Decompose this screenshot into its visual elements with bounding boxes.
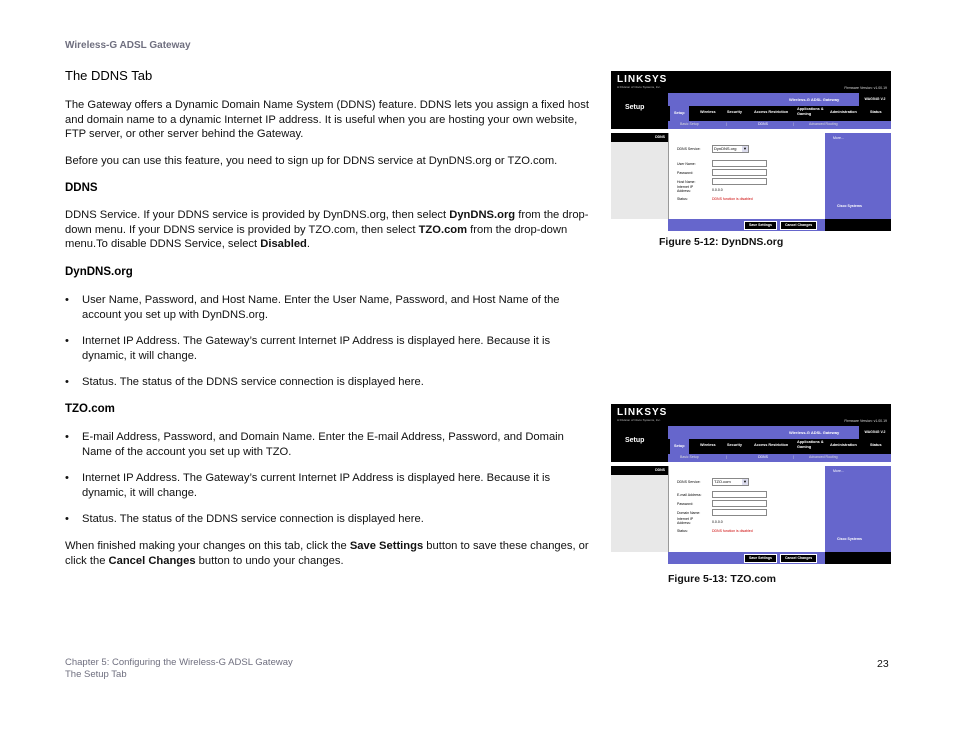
tab-access-restriction[interactable]: Access Restriction <box>754 110 789 114</box>
figure-caption-dyndns: Figure 5-12: DynDNS.org <box>659 236 784 248</box>
figure-tzo-screenshot: LINKSYS A Division of Cisco Systems, Inc. Firmware Version: v1.00.19 Setup Wireless-G ADSL Gateway WAG54G V.2 Setup Wireless Security Access Restriction Applications & Gaming Administration Status Basic Setup | DDNS | Advanced Routing DDNS More... Cisco Systems DDNS Service: TZO.com ▼ E-mail Address: Password: Domain Name: Internet IP Address: 0.0.0.0 Status: DDNS function is disabled Save Settings Cancel Changes <box>611 404 891 564</box>
cancel-changes-button[interactable]: Cancel Changes <box>780 221 817 230</box>
intro-paragraph: The Gateway offers a Dynamic Domain Name System (DDNS) feature. DDNS lets you assign a fixed host and domain name to a dynamic Internet IP address. It is useful when you are hosting your own website, FTP server, or other server behind the Gateway. <box>65 99 589 141</box>
signup-paragraph: Before you can use this feature, you need to sign up for DDNS service at DynDNS.org or TZO.com. <box>65 155 558 167</box>
subtab-advanced-routing[interactable]: Advanced Routing <box>809 122 838 126</box>
nav-title: Setup <box>625 437 645 444</box>
tab-setup[interactable]: Setup <box>670 106 689 121</box>
ddns-heading: DDNS <box>65 182 98 194</box>
cisco-logo: Cisco Systems <box>837 204 862 208</box>
password-input[interactable] <box>712 500 767 507</box>
tab-security[interactable]: Security <box>727 110 742 114</box>
closing-paragraph: When finished making your changes on this tab, click the Save Settings button to save these changes, or click the Cancel Changes button to undo your changes. <box>65 540 589 567</box>
save-settings-button[interactable]: Save Settings <box>744 221 777 230</box>
figure-caption-tzo: Figure 5-13: TZO.com <box>668 573 776 585</box>
status-value: DDNS function is disabled <box>712 197 753 201</box>
domain-name-input[interactable] <box>712 509 767 516</box>
tab-access-restriction[interactable]: Access Restriction <box>754 443 789 447</box>
ddns-service-paragraph: DDNS Service. If your DDNS service is provided by DynDNS.org, then select DynDNS.org from the drop-down menu. If your DDNS service is provided by TZO.com, then select TZO.com from the drop-down menu.To disable DDNS Service, select Disabled. <box>65 209 589 251</box>
nav-title: Setup <box>625 104 645 111</box>
chevron-down-icon: ▼ <box>743 479 747 484</box>
tzo-heading: TZO.com <box>65 403 115 415</box>
linksys-logo: LINKSYS <box>617 74 668 85</box>
internet-ip-value: 0.0.0.0 <box>712 188 723 192</box>
password-input[interactable] <box>712 169 767 176</box>
tab-administration[interactable]: Administration <box>830 110 857 114</box>
tab-wireless[interactable]: Wireless <box>700 443 716 447</box>
running-header: Wireless-G ADSL Gateway <box>65 40 191 51</box>
subtab-ddns[interactable]: DDNS <box>758 455 768 459</box>
figure-dyndns-screenshot: LINKSYS A Division of Cisco Systems, Inc. Firmware Version: v1.00.19 Setup Wireless-G ADSL Gateway WAG54G V.2 Setup Wireless Security Access Restriction Applications & Gaming Administration Status Basic Setup | DDNS | Advanced Routing DDNS More... Cisco Systems DDNS Service: DynDNS.org ▼ User Name: Password: Host Name: Internet IP Address: 0.0.0.0 Status: DDNS function is disabled Save Settings Cancel Changes <box>611 71 891 231</box>
ddns-service-select[interactable]: TZO.com ▼ <box>712 478 749 486</box>
footer-section: The Setup Tab <box>65 669 127 680</box>
tab-setup[interactable]: Setup <box>670 439 689 454</box>
tab-applications-gaming[interactable]: Applications & Gaming <box>797 107 824 116</box>
tab-administration[interactable]: Administration <box>830 443 857 447</box>
tab-wireless[interactable]: Wireless <box>700 110 716 114</box>
subtab-ddns[interactable]: DDNS <box>758 122 768 126</box>
subtab-advanced-routing[interactable]: Advanced Routing <box>809 455 838 459</box>
tab-applications-gaming[interactable]: Applications & Gaming <box>797 440 824 449</box>
user-name-input[interactable] <box>712 160 767 167</box>
section-title: The DDNS Tab <box>65 68 153 83</box>
footer-chapter: Chapter 5: Configuring the Wireless-G ADSL Gateway <box>65 657 293 668</box>
email-address-input[interactable] <box>712 491 767 498</box>
ddns-service-select[interactable]: DynDNS.org ▼ <box>712 145 749 153</box>
dyndns-heading: DynDNS.org <box>65 266 133 278</box>
save-settings-button[interactable]: Save Settings <box>744 554 777 563</box>
status-value: DDNS function is disabled <box>712 529 753 533</box>
cisco-logo: Cisco Systems <box>837 537 862 541</box>
chevron-down-icon: ▼ <box>743 146 747 151</box>
more-link[interactable]: More... <box>833 136 844 140</box>
subtab-basic-setup[interactable]: Basic Setup <box>680 122 699 126</box>
internet-ip-value: 0.0.0.0 <box>712 520 723 524</box>
tab-status[interactable]: Status <box>870 443 882 447</box>
subtab-basic-setup[interactable]: Basic Setup <box>680 455 699 459</box>
cancel-changes-button[interactable]: Cancel Changes <box>780 554 817 563</box>
page-number: 23 <box>877 658 889 670</box>
linksys-logo: LINKSYS <box>617 407 668 418</box>
tab-security[interactable]: Security <box>727 443 742 447</box>
tab-status[interactable]: Status <box>870 110 882 114</box>
host-name-input[interactable] <box>712 178 767 185</box>
more-link[interactable]: More... <box>833 469 844 473</box>
